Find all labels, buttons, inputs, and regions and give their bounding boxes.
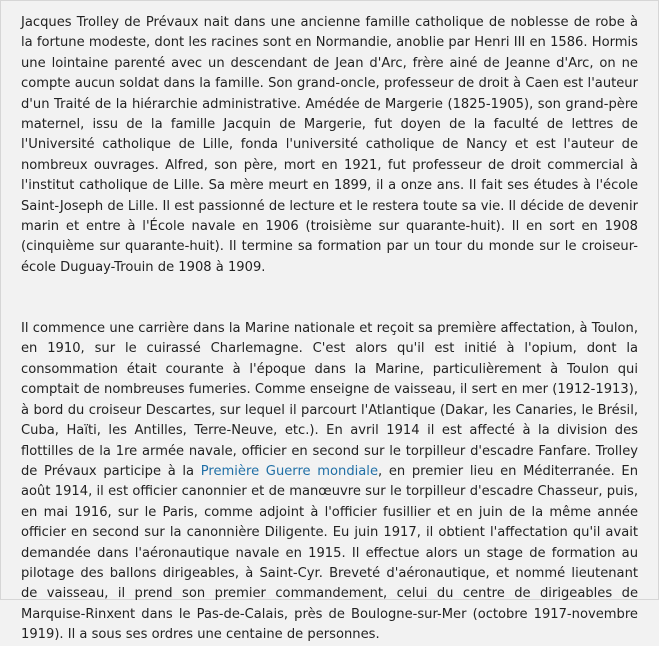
paragraph-text-before-link: Il commence une carrière dans la Marine nationale et reçoit sa première affectation, à Toulon, en 1910, sur le cuirassé Charlemagne. C'est alors qu'il est initié à l'opium, dont la consommation était courante à l'époque dans la Marine, particulièrement à Toulon qui comptait de nombreuses fumeries. Comme enseigne de vaisseau, il sert en mer (1912-1913), à bord du croiseur Descartes, sur lequel il parcourt l'Atlantique (Dakar, les Canaries, le Brésil, Cuba, Haïti, les Antilles, Terre-Neuve, etc.). En avril 1914 il est affecté à la division des flottilles de la 1re armée navale, officier en second sur le torpilleur d'escadre Fanfare. Trolley de Prévaux participe à la bbox=[21, 321, 638, 479]
article-body bbox=[21, 13, 638, 646]
paragraph-text-after-link: , en premier lieu en Méditerranée. En août 1914, il est officier canonnier et de manœuvre sur le torpilleur d'escadre Chasseur, puis, en mai 1916, sur le Paris, comme adjoint à l'officier fusillier et en juin de la même année officier en second sur la canonnière Diligente. Eu juin 1917, il obtient l'affectation qu'il avait demandée dans l'aéronautique navale en 1915. Il effectue alors un stage de formation au pilotage des ballons dirigeables, à Saint-Cyr. Breveté d'aéronautique, et nommé lieutenant de vaisseau, il prend son premier commandement, celui du centre de dirigeables de Marquise-Rinxent dans le Pas-de-Calais, près de Boulogne-sur-Mer (octobre 1917-novembre 1919). Il a sous ses ordres une centaine de personnes. bbox=[21, 463, 639, 643]
paragraph-family-background: Jacques Trolley de Prévaux nait dans une ancienne famille catholique de noblesse de robe à la fortune modeste, dont les racines sont en Normandie, anoblie par Henri III en 1586. Hormis une lointaine parenté avec un descendant de Jean d'Arc, frère ainé de Jeanne d'Arc, on ne compte aucun soldat dans la famille. Son grand-oncle, professeur de droit à Caen est l'auteur d'un Traité de la hiérarchie administrative. Amédée de Margerie (1825-1905), son grand-père maternel, issu de la famille Jacquin de Margerie, fut doyen de la faculté de lettres de l'Université catholique de Lille, fonda l'université catholique de Nancy et est l'auteur de nombreux ouvrages. Alfred, son père, mort en 1921, fut professeur de droit commercial à l'institut catholique de Lille. Sa mère meurt en 1899, il a onze ans. Il fait ses études à l'école Saint-Joseph de Lille. Il est passionné de lecture et le restera toute sa vie. Il décide de devenir marin et entre à l'École navale en 1906 (troisième sur quarante-huit). Il en sort en 1908 (cinquième sur quarante-huit). Il termine sa formation par un tour du monde sur le croiseur-école Duguay-Trouin de 1908 à 1909. bbox=[21, 15, 638, 275]
paragraph-gap bbox=[21, 299, 638, 319]
link-premiere-guerre-mondiale[interactable]: Première Guerre mondiale bbox=[200, 463, 379, 479]
paragraph-gap bbox=[21, 278, 638, 298]
paragraph-naval-career bbox=[21, 319, 638, 646]
